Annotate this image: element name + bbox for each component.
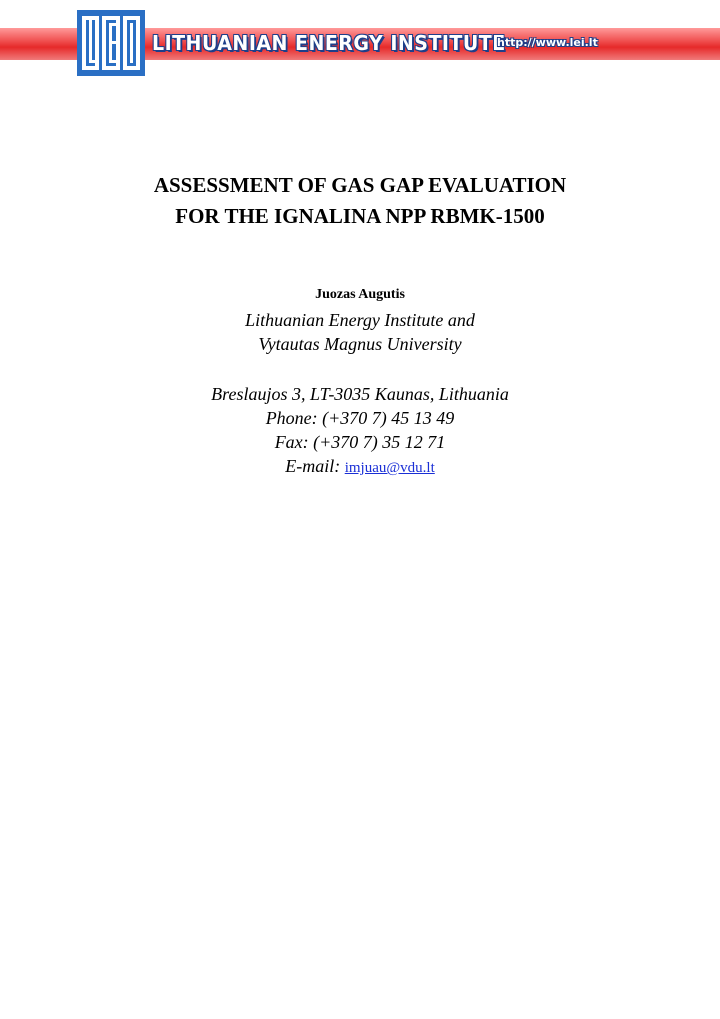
email-label: E-mail: [285,456,341,476]
affiliation-line2: Vytautas Magnus University [258,334,462,354]
institute-name: LITHUANIAN ENERGY INSTITUTE [152,31,506,55]
contact-block [60,382,660,480]
phone: Phone: (+370 7) 45 13 49 [265,408,455,428]
email-link[interactable]: imjuau@vdu.lt [344,460,435,476]
fax: Fax: (+370 7) 35 12 71 [274,432,446,452]
document-title [60,170,660,232]
document-title-line1: ASSESSMENT OF GAS GAP EVALUATION [153,173,567,197]
institute-url[interactable]: http://www.lei.lt [497,36,598,49]
affiliation [60,308,660,356]
address: Breslaujos 3, LT-3035 Kaunas, Lithuania [211,384,509,404]
lei-logo [77,10,145,76]
author-name: Juozas Augutis [315,287,405,302]
affiliation-line1: Lithuanian Energy Institute and [245,310,475,330]
document-title-line2: FOR THE IGNALINA NPP RBMK-1500 [175,204,545,228]
lei-logo-icon [77,10,145,76]
email-line [60,454,660,480]
